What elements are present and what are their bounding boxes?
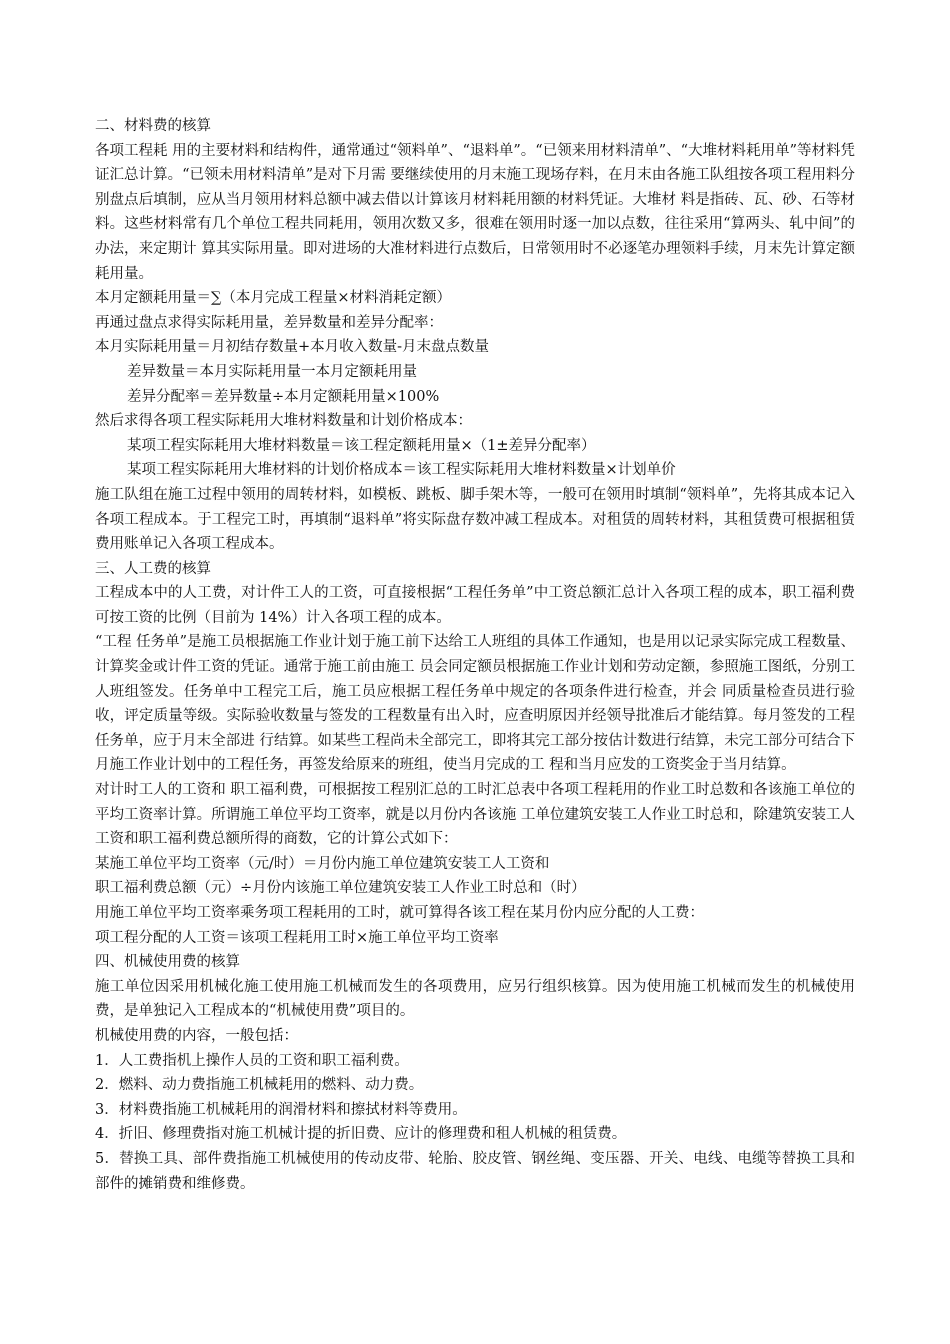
formula-variance-rate: 差异分配率＝差异数量÷本月定额耗用量×100% (127, 388, 440, 405)
paragraph-machinery-contents: 机械使用费的内容，一般包括： (95, 1027, 298, 1044)
paragraph-task-order: “工程 任务单”是施工员根据施工作业计划于施工前下达给工人班组的具体工作通知，也是用以记录实际完成工程数量、计算奖金或计件工资的凭证。通常于施工前由施工 员会同定额员根据施工作业计划和劳动定额，参照施工图纸，分别工人班组签发。任务单中工程完工后，施工员应根据工程任务单中规定的各项条件进行检查，并会 同质量检查员进行验收，评定质量等级。实际验收数量与签发的工程数量有出入时，应查明原因并经领导批准后才能结算。每月签发的工程任务单，应于月末全部进 行结算。如某些工程尚未全部完工，即将其完工部分按估计数进行结算，未完工部分可结合下月施工作业计划中的工程任务，再签发给原来的班组，使当月完成的工 程和当月应发的工资奖金于当月结算。 (95, 634, 855, 774)
formula-labor-allocation: 项工程分配的人工资＝该项工程耗用工时×施工单位平均工资率 (95, 929, 499, 946)
section-heading-materials: 二、材料费的核算 (95, 118, 211, 134)
formula-wage-rate-line1: 某施工单位平均工资率（元/时）＝月份内施工单位建筑安装工人工资和 (95, 855, 550, 872)
paragraph-hourly-wages: 对计时工人的工资和 职工福利费，可根据按工程别汇总的工时汇总表中各项工程耗用的作业工时总数和各该施工单位的平均工资率计算。所谓施工单位平均工资率，就是以月份内各该施 工单位建筑安装工人作业工时总和，除建筑安装工人工资和职工福利费总额所得的商数，它的计算公式如下： (95, 782, 855, 848)
formula-actual-usage: 本月实际耗用量＝月初结存数量+本月收入数量-月末盘点数量 (95, 339, 490, 356)
paragraph-labor-allocation: 用施工单位平均工资率乘务项工程耗用的工时，就可算得各该工程在某月份内应分配的人工费： (95, 905, 704, 921)
section-heading-machinery: 四、机械使用费的核算 (95, 954, 240, 971)
formula-quota-usage: 本月定额耗用量＝∑（本月完成工程量×材料消耗定额） (95, 290, 451, 307)
paragraph-revolving-materials: 施工队组在施工过程中领用的周转材料，如模板、跳板、脚手架木等，一般可在领用时填制“领料单”，先将其成本记入各项工程成本。于工程完工时，再填制“退料单”将实际盘存数冲减工程成本。对租赁的周转材料，其租赁费可根据租赁费用账单记入各项工程成本。 (95, 486, 855, 553)
list-item-replacement-tools: 5．替换工具、部件费指施工机械使用的传动皮带、轮胎、胶皮管、钢丝绳、变压器、开关、电线、电缆等替换工具和部件的摊销费和维修费。 (95, 1150, 855, 1192)
paragraph-piecework-wages: 工程成本中的人工费，对计件工人的工资，可直接根据“工程任务单”中工资总额汇总计入各项工程的成本，职工福利费可按工资的比例（目前为 14%）计入各项工程的成本。 (95, 585, 855, 626)
formula-bulk-quantity: 某项工程实际耗用大堆材料数量＝该工程定额耗用量×（1±差异分配率） (127, 437, 596, 454)
list-item-depreciation: 4．折旧、修理费指对施工机械计提的折旧费、应计的修理费和租人机械的租赁费。 (95, 1126, 627, 1143)
paragraph-material-vouchers: 各项工程耗 用的主要材料和结构件，通常通过“领料单”、“退料单”。“已领来用材料清单”、“大堆材料耗用单”等材料凭证汇总计算。“已领未用材料清单”是对下月需 要继续使用的月末施工现场存料，在月末由各施工队组按各项工程用料分别盘点后填制，应从当月领用材料总额中减去借以计算该月材料耗用额的材料凭证。大堆材 料是指砖、瓦、砂、石等材料。这些材料常有几个单位工程共同耗用，领用次数又多，很难在领用时逐一加以点数，往往采用“算两头、轧中间”的办法，来定期计 算其实际用量。即对进场的大准材料进行点数后，日常领用时不必逐笔办理领料手续，月末先计算定额耗用量。 (95, 142, 855, 282)
paragraph-machinery-intro: 施工单位因采用机械化施工使用施工机械而发生的各项费用，应另行组织核算。因为使用施工机械而发生的机械使用费，是单独记入工程成本的“机械使用费”项目的。 (95, 978, 855, 1020)
section-heading-labor: 三、人工费的核算 (95, 560, 211, 577)
formula-variance-quantity: 差异数量＝本月实际耗用量一本月定额耗用量 (127, 363, 417, 380)
paragraph-inventory-intro: 再通过盘点求得实际耗用量，差异数量和差异分配率： (95, 314, 443, 331)
formula-bulk-cost: 某项工程实际耗用大堆材料的计划价格成本＝该工程实际耗用大堆材料数量×计划单价 (127, 462, 676, 479)
list-item-labor: 1．人工费指机上操作人员的工资和职工福利费。 (95, 1052, 409, 1069)
list-item-materials: 3．材料费指施工机械耗用的润滑材料和擦拭材料等费用。 (95, 1101, 467, 1118)
paragraph-bulk-intro: 然后求得各项工程实际耗用大堆材料数量和计划价格成本： (95, 413, 472, 430)
formula-wage-rate-line2: 职工福利费总额（元）÷月份内该施工单位建筑安装工人作业工时总和（时） (95, 880, 586, 897)
list-item-fuel: 2．燃料、动力费指施工机械耗用的燃料、动力费。 (95, 1077, 424, 1094)
